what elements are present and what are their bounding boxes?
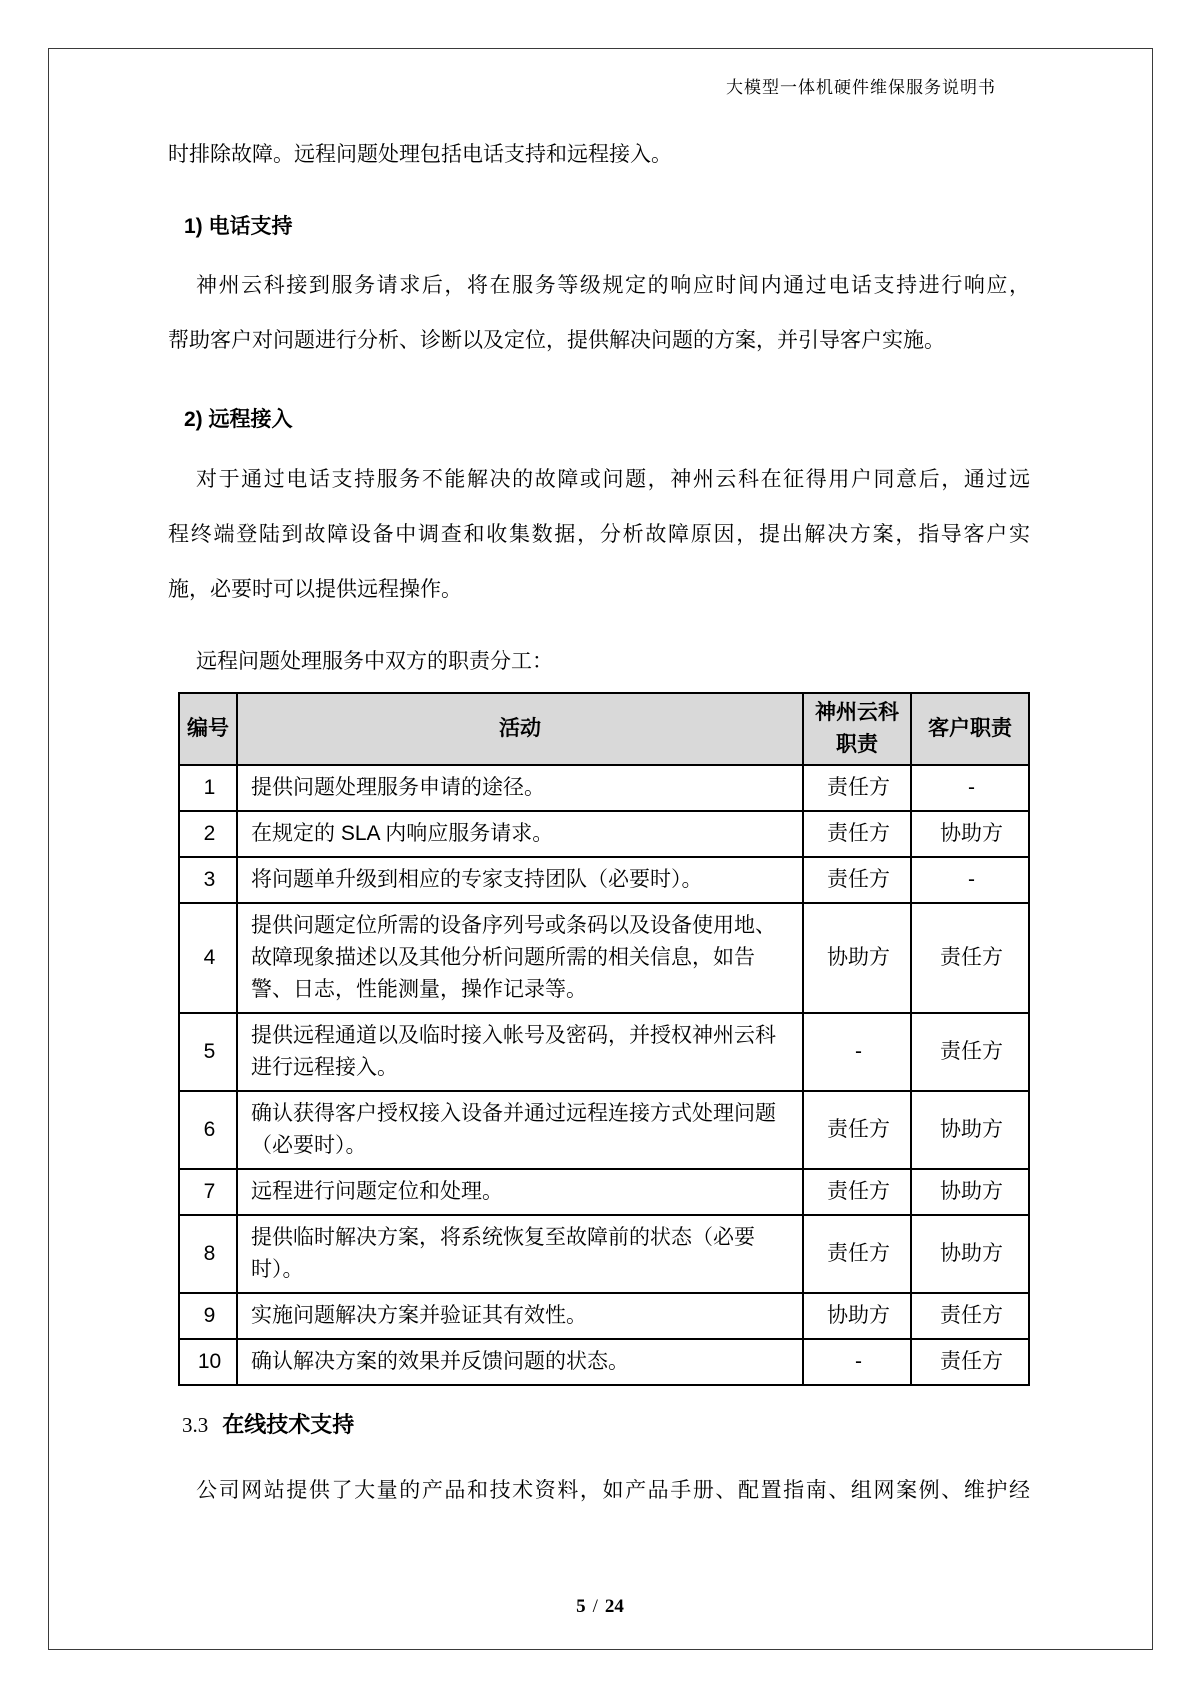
column-header-vendor-responsibility: 神州云科职责	[803, 693, 911, 765]
remote-access-heading: 2) 远程接入	[184, 408, 293, 431]
online-support-paragraph	[168, 1463, 1030, 1518]
responsibility-table	[178, 692, 1030, 1386]
cell-customer-responsibility: 协助方	[911, 1091, 1029, 1169]
cell-customer-responsibility: 协助方	[911, 811, 1029, 857]
paragraph-line: 程终端登陆到故障设备中调查和收集数据，分析故障原因，提出解决方案，指导客户实	[168, 523, 1030, 546]
paragraph-line: 神州云科接到服务请求后，将在服务等级规定的响应时间内通过电话支持进行响应，	[196, 274, 1030, 297]
column-header-no: 编号	[179, 693, 237, 765]
cell-customer-responsibility: 协助方	[911, 1169, 1029, 1215]
cell-activity: 将问题单升级到相应的专家支持团队（必要时）。	[237, 857, 803, 903]
cell-row-number: 3	[179, 857, 237, 903]
cell-customer-responsibility: 责任方	[911, 1339, 1029, 1385]
cell-vendor-responsibility: 责任方	[803, 1215, 911, 1293]
cell-vendor-responsibility: -	[803, 1013, 911, 1091]
cell-vendor-responsibility: 责任方	[803, 857, 911, 903]
cell-row-number: 2	[179, 811, 237, 857]
document-header-title: 大模型一体机硬件维保服务说明书	[726, 78, 996, 97]
cell-vendor-responsibility: 协助方	[803, 1293, 911, 1339]
cell-activity: 确认获得客户授权接入设备并通过远程连接方式处理问题（必要时）。	[237, 1091, 803, 1169]
table-row	[179, 1215, 1029, 1293]
paragraph-line: 公司网站提供了大量的产品和技术资料，如产品手册、配置指南、组网案例、维护经	[196, 1479, 1030, 1502]
section-title: 在线技术支持	[222, 1412, 355, 1437]
table-row	[179, 765, 1029, 811]
cell-row-number: 10	[179, 1339, 237, 1385]
remote-access-paragraph	[168, 452, 1030, 617]
page-separator: /	[592, 1596, 598, 1617]
cell-activity: 远程进行问题定位和处理。	[237, 1169, 803, 1215]
cell-row-number: 7	[179, 1169, 237, 1215]
table-lead-in: 远程问题处理服务中双方的职责分工：	[196, 650, 553, 673]
cell-activity: 在规定的 SLA 内响应服务请求。	[237, 811, 803, 857]
table-row	[179, 1339, 1029, 1385]
cell-activity: 提供问题定位所需的设备序列号或条码以及设备使用地、故障现象描述以及其他分析问题所需的相关信息，如告警、日志，性能测量，操作记录等。	[237, 903, 803, 1013]
table-row	[179, 903, 1029, 1013]
cell-row-number: 8	[179, 1215, 237, 1293]
cell-customer-responsibility: 责任方	[911, 903, 1029, 1013]
cell-vendor-responsibility: 责任方	[803, 765, 911, 811]
table-row	[179, 1091, 1029, 1169]
column-header-customer-responsibility: 客户职责	[911, 693, 1029, 765]
cell-customer-responsibility: -	[911, 857, 1029, 903]
cell-row-number: 1	[179, 765, 237, 811]
table-row	[179, 1169, 1029, 1215]
paragraph-line: 帮助客户对问题进行分析、诊断以及定位，提供解决问题的方案，并引导客户实施。	[168, 329, 945, 352]
page-number: 5	[576, 1596, 586, 1617]
responsibility-table-body	[179, 765, 1029, 1385]
cell-activity: 提供问题处理服务申请的途径。	[237, 765, 803, 811]
cell-vendor-responsibility: -	[803, 1339, 911, 1385]
cell-row-number: 5	[179, 1013, 237, 1091]
cell-row-number: 4	[179, 903, 237, 1013]
cell-activity: 提供远程通道以及临时接入帐号及密码，并授权神州云科进行远程接入。	[237, 1013, 803, 1091]
cell-customer-responsibility: 责任方	[911, 1013, 1029, 1091]
cell-vendor-responsibility: 责任方	[803, 1091, 911, 1169]
column-header-activity: 活动	[237, 693, 803, 765]
section-3-3-heading	[168, 1400, 1030, 1450]
cell-row-number: 9	[179, 1293, 237, 1339]
table-row	[179, 857, 1029, 903]
paragraph-line: 施，必要时可以提供远程操作。	[168, 578, 462, 601]
phone-support-paragraph	[168, 258, 1030, 368]
cell-activity: 实施问题解决方案并验证其有效性。	[237, 1293, 803, 1339]
cell-vendor-responsibility: 协助方	[803, 903, 911, 1013]
cell-vendor-responsibility: 责任方	[803, 1169, 911, 1215]
table-row	[179, 811, 1029, 857]
table-row	[179, 1013, 1029, 1091]
cell-activity: 提供临时解决方案，将系统恢复至故障前的状态（必要时）。	[237, 1215, 803, 1293]
cell-row-number: 6	[179, 1091, 237, 1169]
table-row	[179, 1293, 1029, 1339]
page-total: 24	[604, 1596, 624, 1617]
paragraph-line: 对于通过电话支持服务不能解决的故障或问题，神州云科在征得用户同意后，通过远	[196, 468, 1030, 491]
cell-vendor-responsibility: 责任方	[803, 811, 911, 857]
page-footer	[0, 1594, 1200, 1620]
section-number: 3.3	[182, 1413, 209, 1437]
cell-customer-responsibility: -	[911, 765, 1029, 811]
intro-line: 时排除故障。远程问题处理包括电话支持和远程接入。	[168, 143, 672, 166]
cell-customer-responsibility: 责任方	[911, 1293, 1029, 1339]
cell-customer-responsibility: 协助方	[911, 1215, 1029, 1293]
table-header-row	[179, 693, 1029, 765]
cell-activity: 确认解决方案的效果并反馈问题的状态。	[237, 1339, 803, 1385]
phone-support-heading: 1) 电话支持	[184, 215, 293, 238]
